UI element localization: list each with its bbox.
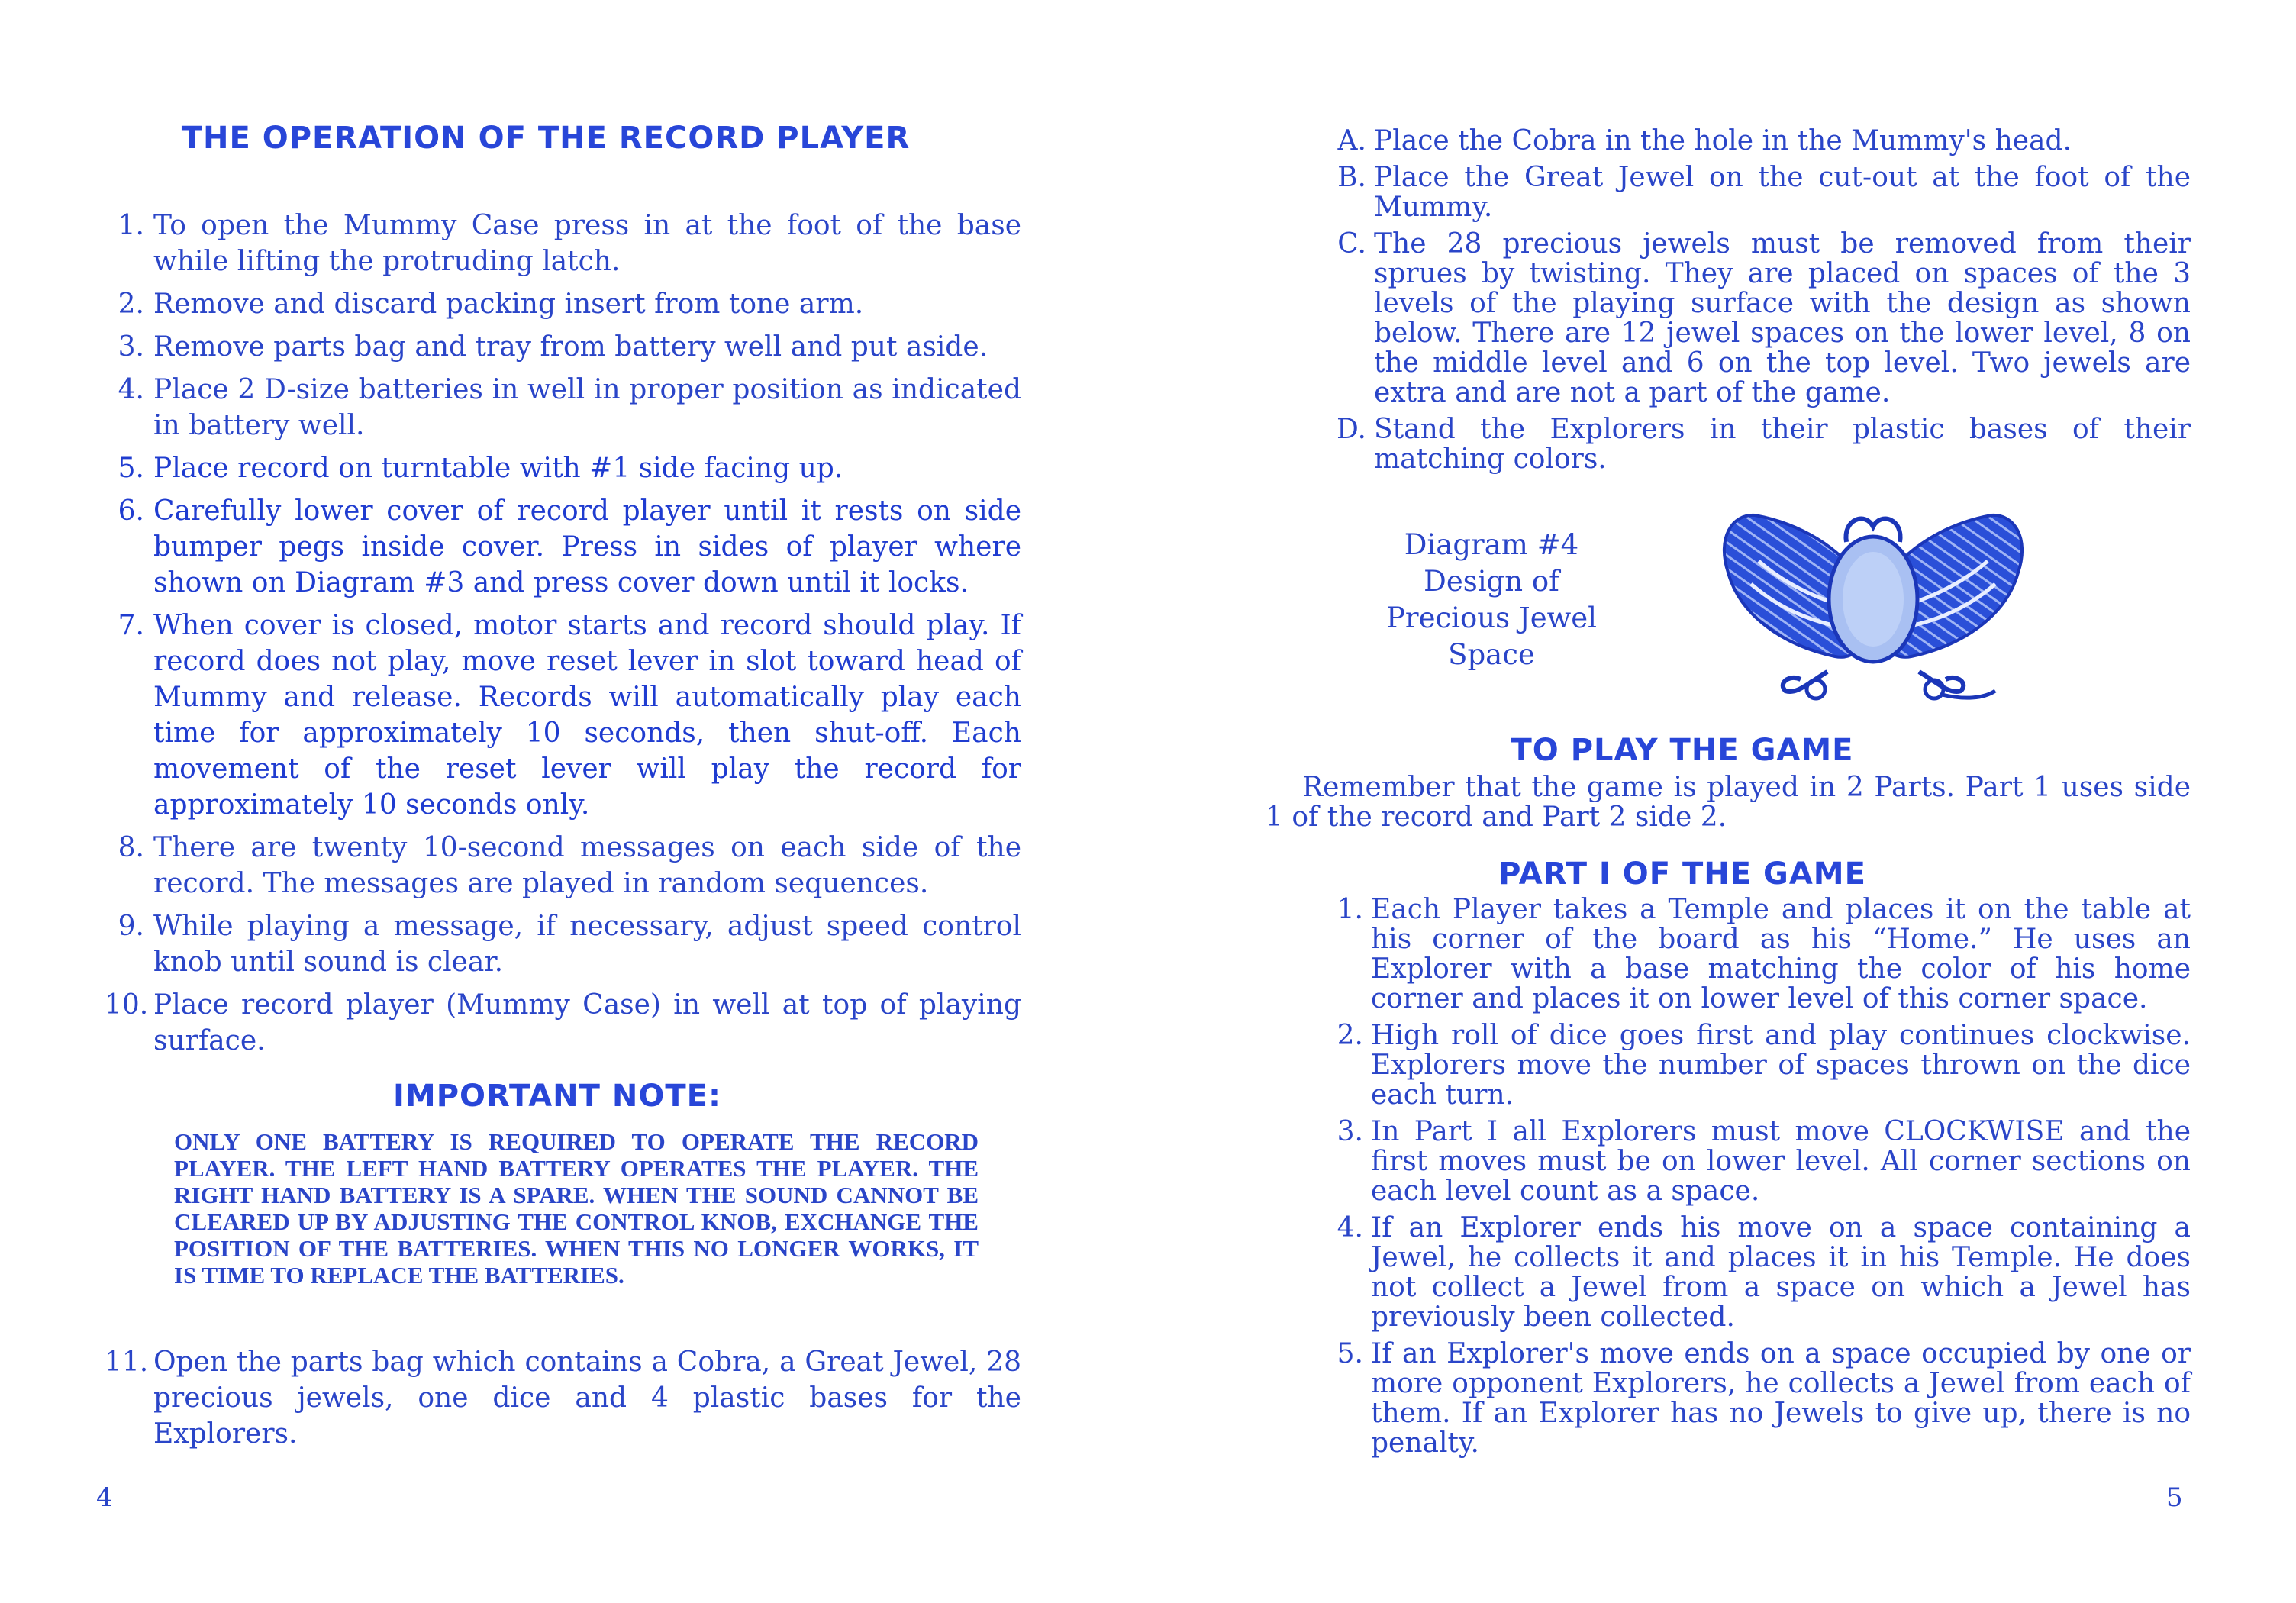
play-game-intro: Remember that the game is played in 2 Parts. Part 1 uses side 1 of the record and Part 2 side 2. [1266, 772, 2191, 833]
list-item: D. Stand the Explorers in their plastic bases of their matching colors. [1336, 414, 2191, 475]
page-right [1148, 0, 2296, 1603]
list-item: 3. In Part I all Explorers must move CLOCKWISE and the first moves must be on lower level. All corner sections on each level count as a space. [1337, 1116, 2191, 1207]
list-item: 4. If an Explorer ends his move on a space containing a Jewel, he collects it and places it in his Temple. He does not collect a Jewel from a space on which a Jewel has previously been collected. [1337, 1212, 2191, 1333]
operation-steps-list-continued [105, 1344, 1021, 1459]
list-item: 2. High roll of dice goes first and play continues clockwise. Explorers move the number of spaces thrown on the dice each turn. [1337, 1020, 2191, 1111]
operation-steps-list [105, 208, 1021, 1066]
list-item: 6. Carefully lower cover of record player until it rests on side bumper pegs inside cover. Press in sides of player where shown on Diagram #3 and press cover down until it locks. [118, 495, 1021, 598]
list-item: 9. While playing a message, if necessary, adjust speed control knob until sound is clear. [118, 911, 1021, 978]
list-item: 2. Remove and discard packing insert from tone arm. [118, 289, 864, 320]
record-player-heading: THE OPERATION OF THE RECORD PLAYER [181, 121, 911, 156]
list-item: 10. Place record player (Mummy Case) in well at top of playing surface. [105, 989, 1021, 1056]
list-item: 5. If an Explorer's move ends on a space occupied by one or more opponent Explorers, he collects a Jewel from each of them. If an Explorer has no Jewels to give up, there is no penalty. [1337, 1338, 2191, 1459]
winged-scarab-icon [1713, 500, 2033, 706]
part-one-rules-list [1337, 894, 2191, 1465]
caption-line: Diagram #4 [1404, 528, 1579, 561]
list-item: 1. Each Player takes a Temple and places it on the table at his corner of the board as his “Home.” He uses an Explorer with a base matching the color of his home corner and places it on lower level of this corner space. [1337, 894, 2191, 1014]
important-note-heading: IMPORTANT NOTE: [393, 1079, 721, 1114]
caption-line: Precious Jewel [1385, 602, 1598, 634]
list-item: C. The 28 precious jewels must be removed from their sprues by twisting. They are placed on spaces of the 3 levels of the playing surface with the design as shown below. There are 12 jewel spaces on the lower level, 8 on the middle level and 6 on the top level. Two jewels are extra and are not a part of the game. [1337, 228, 2191, 408]
diagram-caption [1369, 527, 1614, 673]
setup-steps-list [1336, 125, 2191, 481]
list-item: 8. There are twenty 10-second messages on each side of the record. The messages are played in random sequences. [118, 832, 1021, 899]
part-one-heading: PART I OF THE GAME [1498, 856, 1866, 892]
page-number: 4 [96, 1482, 113, 1513]
list-item: 4. Place 2 D-size batteries in well in proper position as indicated in battery well. [118, 374, 1021, 441]
list-item: 11. Open the parts bag which contains a Cobra, a Great Jewel, 28 precious jewels, one dice and 4 plastic bases for the Explorers. [105, 1347, 1021, 1450]
list-item: B. Place the Great Jewel on the cut-out at the foot of the Mummy. [1337, 162, 2191, 223]
play-game-heading: TO PLAY THE GAME [1511, 733, 1854, 768]
page-number: 5 [2166, 1482, 2183, 1513]
list-item: A. Place the Cobra in the hole in the Mummy's head. [1337, 125, 2072, 156]
list-item: 7. When cover is closed, motor starts and record should play. If record does not play, move reset lever in slot toward head of Mummy and release. Records will automatically play each time for approximately 10 seconds, then shut-off. Each movement of the reset lever will play the record for approximately 10 seconds only. [118, 610, 1021, 821]
list-item: 3. Remove parts bag and tray from battery well and put aside. [118, 331, 988, 363]
list-item: 1. To open the Mummy Case press in at the foot of the base while lifting the protruding latch. [118, 210, 1021, 277]
list-item: 5. Place record on turntable with #1 side facing up. [118, 453, 843, 484]
important-note-text: ONLY ONE BATTERY IS REQUIRED TO OPERATE THE RECORD PLAYER. THE LEFT HAND BATTERY OPERATES THE PLAYER. THE RIGHT HAND BATTERY IS A SPARE. WHEN THE SOUND CANNOT BE CLEARED UP BY ADJUSTING THE CONTROL KNOB, EXCHANGE THE POSITION OF THE BATTERIES. WHEN THIS NO LONGER WORKS, IT IS TIME TO REPLACE THE BATTERIES. [174, 1128, 979, 1289]
caption-line: Design of [1424, 565, 1559, 598]
caption-line: Space [1448, 638, 1535, 671]
